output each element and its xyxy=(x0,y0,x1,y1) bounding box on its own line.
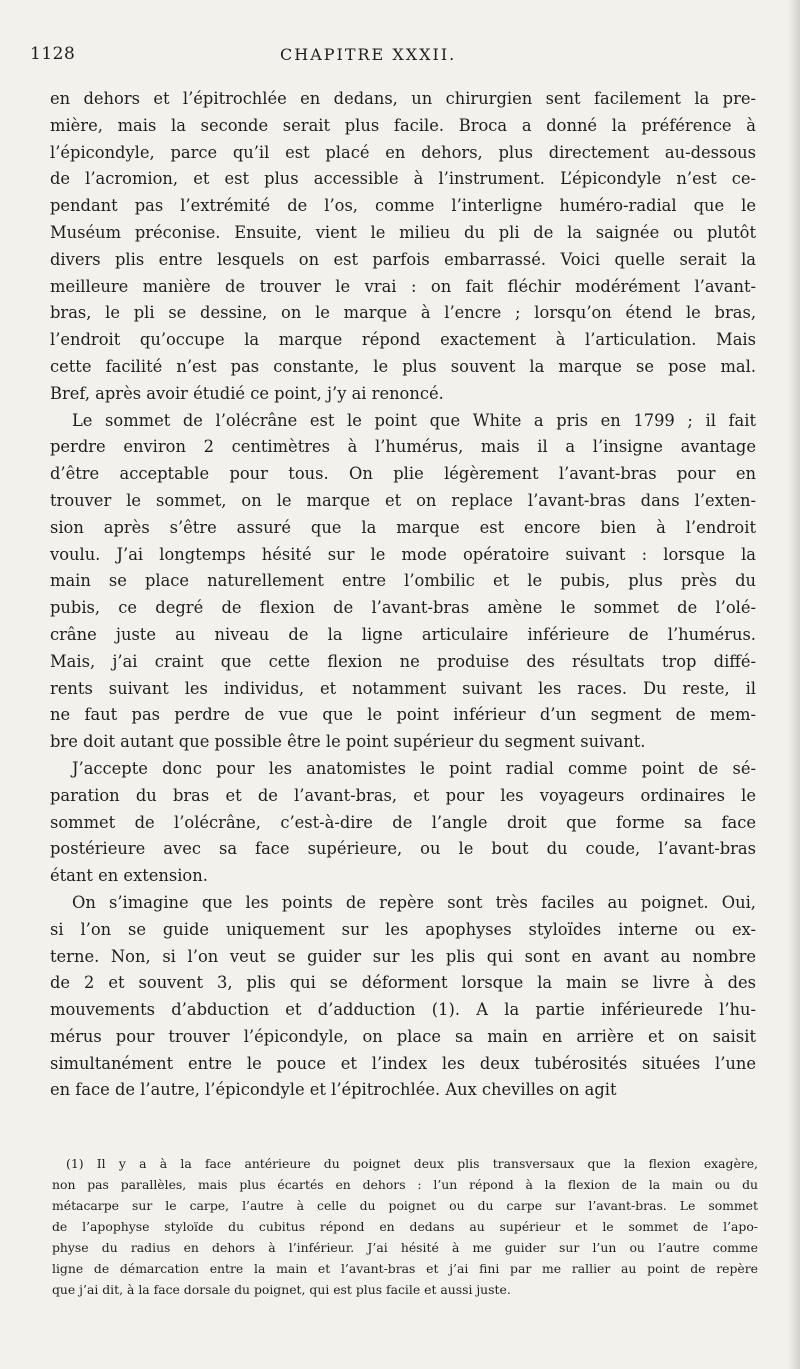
footnote-line: non pas parallèles, mais plus écartés en dehors : l’un répond à la flexion de la main ou du xyxy=(52,1177,758,1192)
text-line: rents suivant les individus, et notamment suivant les races. Du reste, il xyxy=(50,678,756,698)
footnote-line: ligne de démarcation entre la main et l’avant-bras et j’ai fini par me rallier au point de repère xyxy=(52,1261,758,1276)
text-line: l’endroit qu’occupe la marque répond exactement à l’articulation. Mais xyxy=(50,330,756,350)
text-line: trouver le sommet, on le marque et on replace l’avant-bras dans l’exten- xyxy=(50,490,756,510)
text-line: étant en extension. xyxy=(50,866,208,886)
text-line: simultanément entre le pouce et l’index les deux tubérosités situées l’une xyxy=(50,1053,756,1073)
main-text xyxy=(50,86,756,1104)
text-line: pubis, ce degré de flexion de l’avant-bras amène le sommet de l’olé- xyxy=(50,598,756,618)
text-line: Bref, après avoir étudié ce point, j’y ai renoncé. xyxy=(50,383,444,403)
text-line: mière, mais la seconde serait plus facile. Broca a donné la préférence à xyxy=(50,115,756,135)
text-line: en dehors et l’épitrochlée en dedans, un chirurgien sent facilement la pre- xyxy=(50,89,756,108)
text-line: Le sommet de l’olécrâne est le point que White a pris en 1799 ; il fait xyxy=(72,410,756,430)
text-line: pendant pas l’extrémité de l’os, comme l’interligne huméro-radial que le xyxy=(50,196,756,216)
text-line: Mais, j’ai craint que cette flexion ne produise des résultats trop diffé- xyxy=(50,651,756,671)
text-line: de 2 et souvent 3, plis qui se déforment lorsque la main se livre à des xyxy=(50,973,756,993)
chapter-heading: CHAPITRE XXXII. xyxy=(280,45,457,64)
text-line: de l’acromion, et est plus accessible à l’instrument. L’épicondyle n’est ce- xyxy=(50,169,756,189)
text-line: J’accepte donc pour les anatomistes le point radial comme point de sé- xyxy=(72,758,756,778)
footnote-line: que j’ai dit, à la face dorsale du poignet, qui est plus facile et aussi juste. xyxy=(52,1282,511,1297)
text-line: perdre environ 2 centimètres à l’humérus, mais il a l’insigne avantage xyxy=(50,437,756,457)
text-line: postérieure avec sa face supérieure, ou le bout du coude, l’avant-bras xyxy=(50,839,756,859)
text-line: meilleure manière de trouver le vrai : on fait fléchir modérément l’avant- xyxy=(50,276,756,296)
page-number: 1128 xyxy=(30,44,76,64)
text-line: mouvements d’abduction et d’adduction (1). A la partie inférieurede l’hu- xyxy=(50,1000,756,1020)
text-line: si l’on se guide uniquement sur les apophyses styloïdes interne ou ex- xyxy=(50,919,756,939)
footnote-line: de l’apophyse styloïde du cubitus répond en dedans au supérieur et le sommet de l’apo- xyxy=(52,1219,758,1234)
text-line: bre doit autant que possible être le point supérieur du segment suivant. xyxy=(50,732,646,752)
text-line: paration du bras et de l’avant-bras, et pour les voyageurs ordinaires le xyxy=(50,785,756,805)
text-line: voulu. J’ai longtemps hésité sur le mode opératoire suivant : lorsque la xyxy=(50,544,756,564)
text-line: l’épicondyle, parce qu’il est placé en dehors, plus directement au-dessous xyxy=(50,142,756,162)
text-line: ne faut pas perdre de vue que le point inférieur d’un segment de mem- xyxy=(50,705,756,725)
text-line: crâne juste au niveau de la ligne articulaire inférieure de l’humérus. xyxy=(50,624,756,644)
footnote-line: métacarpe sur le carpe, l’autre à celle du poignet ou du carpe sur l’avant-bras. Le sommet xyxy=(52,1198,758,1213)
text-line: Muséum préconise. Ensuite, vient le milieu du pli de la saignée ou plutôt xyxy=(50,222,756,242)
footnote-line: physe du radius en dehors à l’inférieur. J’ai hésité à me guider sur l’un ou l’autre comme xyxy=(52,1240,758,1255)
footnote-line: (1) Il y a à la face antérieure du poignet deux plis transversaux que la flexion exagère, xyxy=(66,1156,758,1171)
text-line: divers plis entre lesquels on est parfois embarrassé. Voici quelle serait la xyxy=(50,249,756,269)
footnote-block xyxy=(52,1153,758,1300)
text-line: mérus pour trouver l’épicondyle, on place sa main en arrière et on saisit xyxy=(50,1026,756,1046)
page-edge-shadow xyxy=(788,0,800,1369)
text-line: d’être acceptable pour tous. On plie légèrement l’avant-bras pour en xyxy=(50,464,756,484)
text-line: main se place naturellement entre l’ombilic et le pubis, plus près du xyxy=(50,571,756,591)
text-line: bras, le pli se dessine, on le marque à l’encre ; lorsqu’on étend le bras, xyxy=(50,303,756,323)
text-line: sion après s’être assuré que la marque est encore bien à l’endroit xyxy=(50,517,756,537)
text-line: terne. Non, si l’on veut se guider sur les plis qui sont en avant au nombre xyxy=(50,946,756,966)
text-line: sommet de l’olécrâne, c’est-à-dire de l’angle droit que forme sa face xyxy=(50,812,756,832)
text-line: cette facilité n’est pas constante, le plus souvent la marque se pose mal. xyxy=(50,356,756,376)
text-line: en face de l’autre, l’épicondyle et l’épitrochlée. Aux chevilles on agit xyxy=(50,1080,617,1100)
text-line: On s’imagine que les points de repère sont très faciles au poignet. Oui, xyxy=(72,892,756,912)
